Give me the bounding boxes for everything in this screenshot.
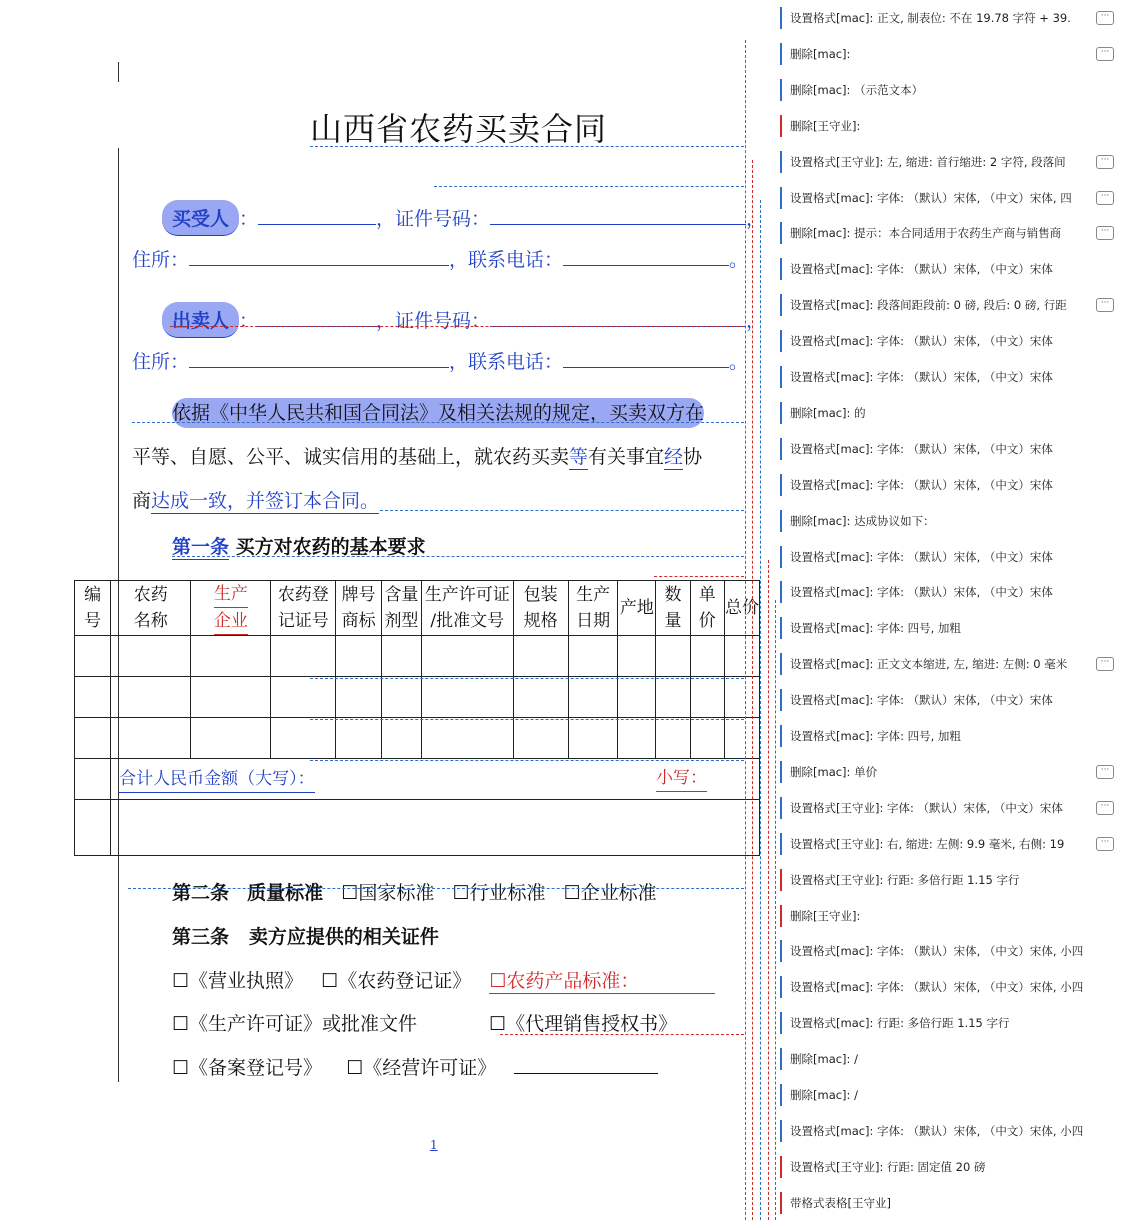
table-row[interactable]: [75, 677, 760, 718]
page-number: 1: [430, 1138, 438, 1152]
revision-comment[interactable]: 设置格式[mac]: 字体: （默认）宋体, （中文）宋体: [780, 474, 1120, 496]
revision-comment[interactable]: 删除[王守业]:: [780, 115, 1120, 137]
article-3-heading[interactable]: [172, 922, 439, 949]
checkbox-national-standard[interactable]: ☐国家标准: [341, 882, 435, 904]
revision-comment[interactable]: 设置格式[mac]: 字体: （默认）宋体, （中文）宋体, 小四: [780, 1120, 1120, 1142]
revision-comment[interactable]: 设置格式[mac]: 字体: （默认）宋体, （中文）宋体: [780, 581, 1120, 603]
header-cell: 生产许可证 /批准文号: [421, 581, 513, 636]
article-2-line[interactable]: [172, 878, 657, 905]
revision-underline: [170, 326, 744, 327]
revision-comment[interactable]: 设置格式[王守业]: 右, 缩进: 左侧: 9.9 毫米, 右侧: 19 ···: [780, 833, 1120, 855]
buyer-name-field[interactable]: [258, 224, 376, 225]
seller-label: 出卖人: [162, 302, 239, 338]
article-3-title: 卖方应提供的相关证件: [248, 926, 439, 948]
header-cell: 农药 名称: [111, 581, 191, 636]
revision-comment[interactable]: 删除[mac]: 达成协议如下：: [780, 510, 1120, 532]
revision-comment[interactable]: 设置格式[王守业]: 字体: （默认）宋体, （中文）宋体 ···: [780, 797, 1120, 819]
seller-phone-label: ，联系电话：: [449, 351, 564, 373]
revision-comment[interactable]: 设置格式[mac]: 字体: （默认）宋体, （中文）宋体, 四 ···: [780, 187, 1120, 209]
revision-comment[interactable]: 设置格式[mac]: 字体: （默认）宋体, （中文）宋体, 小四: [780, 976, 1120, 998]
revision-underline: [132, 422, 744, 423]
buyer-address-line[interactable]: 住所： ，联系电话： 。: [132, 249, 749, 271]
revision-underline: [172, 556, 744, 557]
revision-comment[interactable]: 设置格式[mac]: 行距: 多倍行距 1.15 字行: [780, 1012, 1120, 1034]
revision-underline: [434, 186, 744, 187]
preamble-text-1: 依据《中华人民共和国合同法》及相关法规的规定，买卖双方在: [172, 398, 704, 428]
checkbox-filing-number[interactable]: ☐《备案登记号》: [172, 1057, 323, 1079]
article-2-title: 质量标准: [247, 882, 324, 904]
revision-comment[interactable]: 删除[mac]: /: [780, 1048, 1120, 1070]
revision-underline: [654, 576, 744, 577]
revision-comment[interactable]: 设置格式[mac]: 正文, 制表位: 不在 19.78 字符 + 39. ···: [780, 7, 1120, 29]
revision-connector: [745, 40, 747, 1220]
checkbox-industry-standard[interactable]: ☐行业标准: [452, 882, 546, 904]
revision-comment[interactable]: 设置格式[mac]: 段落间距段前: 0 磅, 段后: 0 磅, 行距 ···: [780, 294, 1120, 316]
comment-more-icon[interactable]: ···: [1096, 837, 1114, 851]
revision-comment[interactable]: 设置格式[mac]: 字体: 四号, 加粗: [780, 725, 1120, 747]
buyer-id-field[interactable]: [490, 224, 746, 225]
preamble-line-1[interactable]: [172, 398, 704, 425]
revision-comment[interactable]: 删除[mac]: 单价 ···: [780, 761, 1120, 783]
revision-comment[interactable]: 设置格式[mac]: 字体: （默认）宋体, （中文）宋体: [780, 438, 1120, 460]
buyer-line[interactable]: 买受人 ： ，证件号码： ，: [132, 200, 765, 236]
revision-underline: [310, 146, 744, 147]
buyer-phone-label: ，联系电话：: [449, 249, 564, 271]
revision-comment[interactable]: 设置格式[mac]: 字体: （默认）宋体, （中文）宋体: [780, 330, 1120, 352]
revision-underline: [380, 510, 744, 511]
documents-line-2[interactable]: [172, 1009, 677, 1036]
checkbox-registration-certificate[interactable]: ☐《农药登记证》: [321, 970, 472, 992]
header-cell: 生产 企业: [191, 581, 271, 636]
buyer-address-field[interactable]: [189, 265, 449, 266]
preamble-line-3[interactable]: 商达成一致，并签订本合同。: [132, 486, 379, 514]
comment-more-icon[interactable]: ···: [1096, 47, 1114, 61]
article-1-title: 买方对农药的基本要求: [235, 536, 426, 558]
buyer-label: 买受人: [162, 200, 239, 236]
revision-comment[interactable]: 设置格式[王守业]: 行距: 多倍行距 1.15 字行: [780, 869, 1120, 891]
comment-more-icon[interactable]: ···: [1096, 191, 1114, 205]
buyer-phone-field[interactable]: [563, 265, 729, 266]
header-cell: 包装 规格: [513, 581, 568, 636]
small-amount-label: 小写：: [656, 765, 707, 792]
revision-comment[interactable]: 删除[mac]: ···: [780, 43, 1120, 65]
revision-connector: [752, 160, 754, 1220]
checkbox-business-license[interactable]: ☐《营业执照》: [172, 970, 304, 992]
header-cell: 总价: [724, 581, 759, 636]
revision-comment[interactable]: 设置格式[mac]: 字体: 四号, 加粗: [780, 617, 1120, 639]
revision-comment[interactable]: 设置格式[mac]: 字体: （默认）宋体, （中文）宋体: [780, 258, 1120, 280]
revision-underline: [310, 719, 744, 720]
header-cell: 农药登 记证号: [271, 581, 336, 636]
other-document-field[interactable]: [514, 1073, 658, 1074]
checkbox-product-standard[interactable]: ☐农药产品标准：: [489, 966, 715, 994]
header-cell: 单价: [690, 581, 724, 636]
comment-more-icon[interactable]: ···: [1096, 11, 1114, 25]
revision-comment[interactable]: 设置格式[王守业]: 行距: 固定值 20 磅: [780, 1156, 1120, 1178]
article-3-number: 第三条: [172, 926, 230, 948]
revision-underline: [310, 760, 744, 761]
comment-more-icon[interactable]: ···: [1096, 298, 1114, 312]
revision-comment[interactable]: 带格式表格[王守业]: [780, 1192, 1120, 1214]
revision-comment[interactable]: 删除[mac]: 的: [780, 402, 1120, 424]
revision-comment[interactable]: 设置格式[mac]: 字体: （默认）宋体, （中文）宋体: [780, 546, 1120, 568]
seller-line[interactable]: 出卖人 ： ，证件号码： ，: [132, 302, 765, 338]
table-row[interactable]: [75, 800, 760, 856]
revision-comment[interactable]: 设置格式[王守业]: 左, 缩进: 首行缩进: 2 字符, 段落间 ···: [780, 151, 1120, 173]
revision-comment[interactable]: 设置格式[mac]: 字体: （默认）宋体, （中文）宋体: [780, 689, 1120, 711]
revision-underline: [500, 1034, 744, 1035]
checkbox-agency-authorization[interactable]: ☐《代理销售授权书》: [489, 1013, 678, 1035]
documents-line-3[interactable]: [172, 1053, 658, 1080]
revision-underline: [128, 888, 744, 889]
total-amount-row[interactable]: [75, 759, 760, 800]
revision-comment[interactable]: 设置格式[mac]: 字体: （默认）宋体, （中文）宋体: [780, 366, 1120, 388]
margin-mark-top: [118, 62, 119, 82]
buyer-address-label: 住所：: [132, 249, 190, 271]
seller-id-label: ，证件号码：: [376, 310, 491, 332]
seller-address-label: 住所：: [132, 351, 190, 373]
checkbox-production-license[interactable]: ☐《生产许可证》或批准文件: [172, 1013, 418, 1035]
checkbox-operating-license[interactable]: ☐《经营许可证》: [346, 1057, 497, 1079]
document-title[interactable]: 山西省农药买卖合同: [310, 110, 608, 148]
table-row[interactable]: [75, 636, 760, 677]
comment-more-icon[interactable]: ···: [1096, 226, 1114, 240]
total-amount-label: 合计人民币金额（大写）：: [119, 766, 315, 793]
comment-more-icon[interactable]: ···: [1096, 801, 1114, 815]
table-row[interactable]: [75, 718, 760, 759]
revision-connector: [775, 600, 777, 1220]
table-header-row: [75, 581, 760, 636]
goods-table: [74, 580, 760, 856]
revision-comment[interactable]: 设置格式[mac]: 字体: （默认）宋体, （中文）宋体, 小四: [780, 940, 1120, 962]
article-1-number: 第一条: [172, 532, 229, 560]
seller-address-line[interactable]: 住所： ，联系电话： 。: [132, 351, 749, 373]
article-2-number: 第二条: [172, 882, 230, 904]
buyer-id-label: ，证件号码：: [376, 208, 491, 230]
preamble-line-2[interactable]: 平等、自愿、公平、诚实信用的基础上，就农药买卖等有关事宜经协: [132, 442, 702, 470]
revision-comment[interactable]: 删除[mac]: （示范文本）: [780, 79, 1120, 101]
revision-connector: [760, 200, 762, 1220]
header-cell: 含量 剂型: [381, 581, 421, 636]
seller-address-field[interactable]: [189, 367, 449, 368]
comment-more-icon[interactable]: ···: [1096, 155, 1114, 169]
header-cell: 生产 日期: [568, 581, 618, 636]
documents-line-1[interactable]: [172, 966, 715, 994]
comment-more-icon[interactable]: ···: [1096, 765, 1114, 779]
header-cell: 牌号 商标: [336, 581, 382, 636]
revision-comment[interactable]: 删除[mac]: 提示：本合同适用于农药生产商与销售商 ···: [780, 222, 1120, 244]
checkbox-enterprise-standard[interactable]: ☐企业标准: [563, 882, 657, 904]
revision-underline: [310, 678, 744, 679]
header-cell: 产地: [618, 581, 656, 636]
revision-comment[interactable]: 设置格式[mac]: 正文文本缩进, 左, 缩进: 左侧: 0 毫米 ···: [780, 653, 1120, 675]
header-cell: 数 量: [656, 581, 690, 636]
revision-comment[interactable]: 删除[mac]: /: [780, 1084, 1120, 1106]
seller-phone-field[interactable]: [563, 367, 729, 368]
header-cell: 编 号: [75, 581, 111, 636]
comments-panel: [778, 0, 1126, 1228]
revision-comment[interactable]: 删除[王守业]:: [780, 905, 1120, 927]
revision-connector: [768, 560, 770, 1220]
comment-more-icon[interactable]: ···: [1096, 657, 1114, 671]
